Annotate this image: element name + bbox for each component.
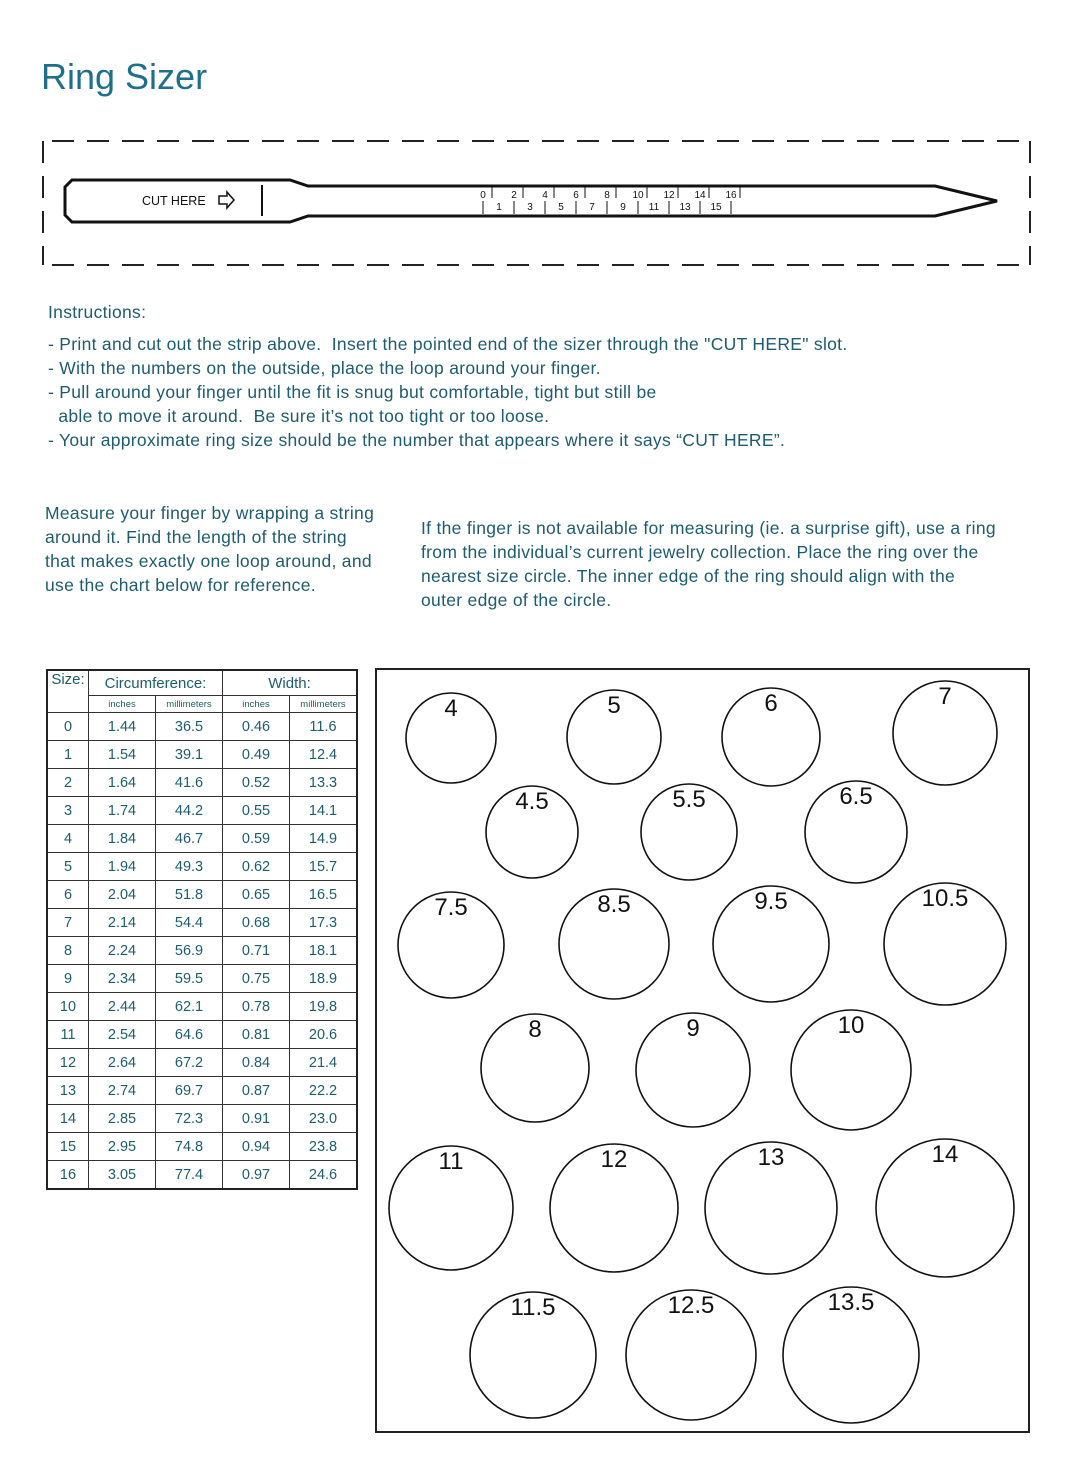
table-cell: 12 — [47, 1049, 89, 1077]
tick-label: 4 — [542, 190, 548, 201]
table-cell: 0.78 — [223, 993, 290, 1021]
size-circle-label: 5.5 — [672, 786, 706, 813]
table-cell: 6 — [47, 881, 89, 909]
table-cell: 14 — [47, 1105, 89, 1133]
table-cell: 3.05 — [89, 1161, 156, 1190]
tick-label: 14 — [694, 190, 706, 201]
tick-label: 5 — [558, 202, 564, 213]
table-cell: 2.14 — [89, 909, 156, 937]
table-cell: 54.4 — [156, 909, 223, 937]
tick-label: 3 — [527, 202, 533, 213]
size-circle-label: 8 — [528, 1016, 542, 1043]
table-cell: 59.5 — [156, 965, 223, 993]
table-cell: 0.75 — [223, 965, 290, 993]
table-cell: 0 — [47, 713, 89, 741]
table-cell: 36.5 — [156, 713, 223, 741]
table-cell: 0.62 — [223, 853, 290, 881]
tick-label: 0 — [480, 190, 486, 201]
unit-header: inches — [89, 696, 156, 713]
table-cell: 0.52 — [223, 769, 290, 797]
tick-label: 15 — [710, 202, 722, 213]
table-cell: 1.74 — [89, 797, 156, 825]
tick-label: 12 — [663, 190, 675, 201]
table-cell: 72.3 — [156, 1105, 223, 1133]
cut-here-label: CUT HERE — [142, 194, 206, 208]
table-cell: 20.6 — [290, 1021, 358, 1049]
table-cell: 49.3 — [156, 853, 223, 881]
instruction-line: - Your approximate ring size should be the number that appears where it says “CUT HERE”. — [48, 430, 786, 450]
table-cell: 77.4 — [156, 1161, 223, 1190]
tick-label: 7 — [589, 202, 595, 213]
table-cell: 13.3 — [290, 769, 358, 797]
tick-label: 2 — [511, 190, 517, 201]
instruction-line: - Print and cut out the strip above. Insert the pointed end of the sizer through the "CUT HERE" slot. — [48, 334, 848, 354]
table-cell: 3 — [47, 797, 89, 825]
table-cell: 56.9 — [156, 937, 223, 965]
table-cell: 23.8 — [290, 1133, 358, 1161]
table-cell: 0.65 — [223, 881, 290, 909]
table-cell: 24.6 — [290, 1161, 358, 1190]
table-cell: 10 — [47, 993, 89, 1021]
table-cell: 11 — [47, 1021, 89, 1049]
table-cell: 41.6 — [156, 769, 223, 797]
table-cell: 18.9 — [290, 965, 358, 993]
size-circle-label: 12.5 — [667, 1292, 715, 1319]
size-circle-label: 13.5 — [827, 1289, 875, 1316]
instructions-heading: Instructions: — [48, 302, 147, 322]
table-cell: 64.6 — [156, 1021, 223, 1049]
size-circle-label: 13 — [757, 1144, 785, 1171]
size-circle-label: 9 — [686, 1015, 700, 1042]
size-circle-label: 11.5 — [510, 1294, 556, 1321]
table-cell: 1.44 — [89, 713, 156, 741]
width-header: Width: — [223, 670, 358, 696]
unit-header: millimeters — [290, 696, 358, 713]
table-cell: 0.84 — [223, 1049, 290, 1077]
table-cell: 22.2 — [290, 1077, 358, 1105]
tick-label: 8 — [604, 190, 610, 201]
table-cell: 0.59 — [223, 825, 290, 853]
table-cell: 2.74 — [89, 1077, 156, 1105]
tick-label: 1 — [496, 202, 502, 213]
table-cell: 2.24 — [89, 937, 156, 965]
table-cell: 5 — [47, 853, 89, 881]
table-cell: 21.4 — [290, 1049, 358, 1077]
tick-label: 9 — [620, 202, 626, 213]
table-cell: 2.44 — [89, 993, 156, 1021]
table-cell: 2 — [47, 769, 89, 797]
table-cell: 16.5 — [290, 881, 358, 909]
table-cell: 2.04 — [89, 881, 156, 909]
size-circle-label: 9.5 — [754, 888, 788, 915]
tick-label: 6 — [573, 190, 579, 201]
table-cell: 69.7 — [156, 1077, 223, 1105]
table-cell: 11.6 — [290, 713, 358, 741]
size-circle-label: 6.5 — [839, 783, 873, 810]
table-cell: 8 — [47, 937, 89, 965]
measure-ring-paragraph: If the finger is not available for measuring (ie. a surprise gift), use a ring from the individual’s current jewelry collection. Place the ring over the nearest size circle. The inner edge of the ring should align with the outer edge of the circle. — [421, 518, 996, 610]
table-cell: 2.34 — [89, 965, 156, 993]
instruction-line: - With the numbers on the outside, place the loop around your finger. — [48, 358, 601, 378]
size-circle-label: 7.5 — [434, 894, 468, 921]
table-cell: 67.2 — [156, 1049, 223, 1077]
size-circle-label: 12 — [600, 1146, 628, 1173]
size-circle-label: 14 — [931, 1141, 959, 1168]
table-cell: 23.0 — [290, 1105, 358, 1133]
table-cell: 62.1 — [156, 993, 223, 1021]
size-circle-label: 10.5 — [921, 885, 969, 912]
size-circle-label: 5 — [607, 692, 621, 719]
table-cell: 1.94 — [89, 853, 156, 881]
table-cell: 74.8 — [156, 1133, 223, 1161]
page-title: Ring Sizer — [41, 56, 208, 97]
table-cell: 2.95 — [89, 1133, 156, 1161]
table-cell: 4 — [47, 825, 89, 853]
table-cell: 13 — [47, 1077, 89, 1105]
circumference-header: Circumference: — [89, 670, 223, 696]
table-cell: 17.3 — [290, 909, 358, 937]
table-cell: 12.4 — [290, 741, 358, 769]
table-cell: 15.7 — [290, 853, 358, 881]
table-cell: 1.64 — [89, 769, 156, 797]
instruction-line: - Pull around your finger until the fit is snug but comfortable, tight but still be — [48, 382, 657, 402]
table-cell: 2.54 — [89, 1021, 156, 1049]
table-cell: 2.85 — [89, 1105, 156, 1133]
table-cell: 14.9 — [290, 825, 358, 853]
size-circle-label: 4 — [444, 695, 458, 722]
table-cell: 2.64 — [89, 1049, 156, 1077]
tick-label: 13 — [679, 202, 691, 213]
table-cell: 1.84 — [89, 825, 156, 853]
table-cell: 0.94 — [223, 1133, 290, 1161]
tick-label: 16 — [725, 190, 737, 201]
table-cell: 39.1 — [156, 741, 223, 769]
unit-header: millimeters — [156, 696, 223, 713]
instruction-line: able to move it around. Be sure it’s not too tight or too loose. — [48, 406, 550, 426]
table-cell: 0.68 — [223, 909, 290, 937]
table-cell: 0.55 — [223, 797, 290, 825]
table-cell: 19.8 — [290, 993, 358, 1021]
table-cell: 15 — [47, 1133, 89, 1161]
tick-label: 10 — [632, 190, 644, 201]
table-cell: 0.49 — [223, 741, 290, 769]
table-cell: 51.8 — [156, 881, 223, 909]
table-cell: 0.97 — [223, 1161, 290, 1190]
size-circle-label: 8.5 — [597, 891, 631, 918]
size-circle-label: 10 — [837, 1012, 865, 1039]
size-header: Size: — [47, 670, 89, 713]
size-circle-label: 6 — [764, 690, 778, 717]
table-cell: 16 — [47, 1161, 89, 1190]
unit-header: inches — [223, 696, 290, 713]
tick-label: 11 — [648, 202, 660, 213]
table-cell: 1.54 — [89, 741, 156, 769]
size-circle-label: 11 — [438, 1148, 464, 1175]
table-cell: 7 — [47, 909, 89, 937]
table-cell: 0.91 — [223, 1105, 290, 1133]
size-circle-label: 4.5 — [515, 788, 549, 815]
table-cell: 44.2 — [156, 797, 223, 825]
measure-string-paragraph: Measure your finger by wrapping a string around it. Find the length of the string that makes exactly one loop around, and use the chart below for reference. — [45, 503, 375, 595]
table-cell: 14.1 — [290, 797, 358, 825]
table-cell: 0.87 — [223, 1077, 290, 1105]
table-cell: 9 — [47, 965, 89, 993]
table-cell: 0.81 — [223, 1021, 290, 1049]
table-cell: 1 — [47, 741, 89, 769]
table-cell: 0.71 — [223, 937, 290, 965]
size-circle-label: 7 — [938, 683, 952, 710]
table-cell: 0.46 — [223, 713, 290, 741]
table-cell: 18.1 — [290, 937, 358, 965]
table-cell: 46.7 — [156, 825, 223, 853]
